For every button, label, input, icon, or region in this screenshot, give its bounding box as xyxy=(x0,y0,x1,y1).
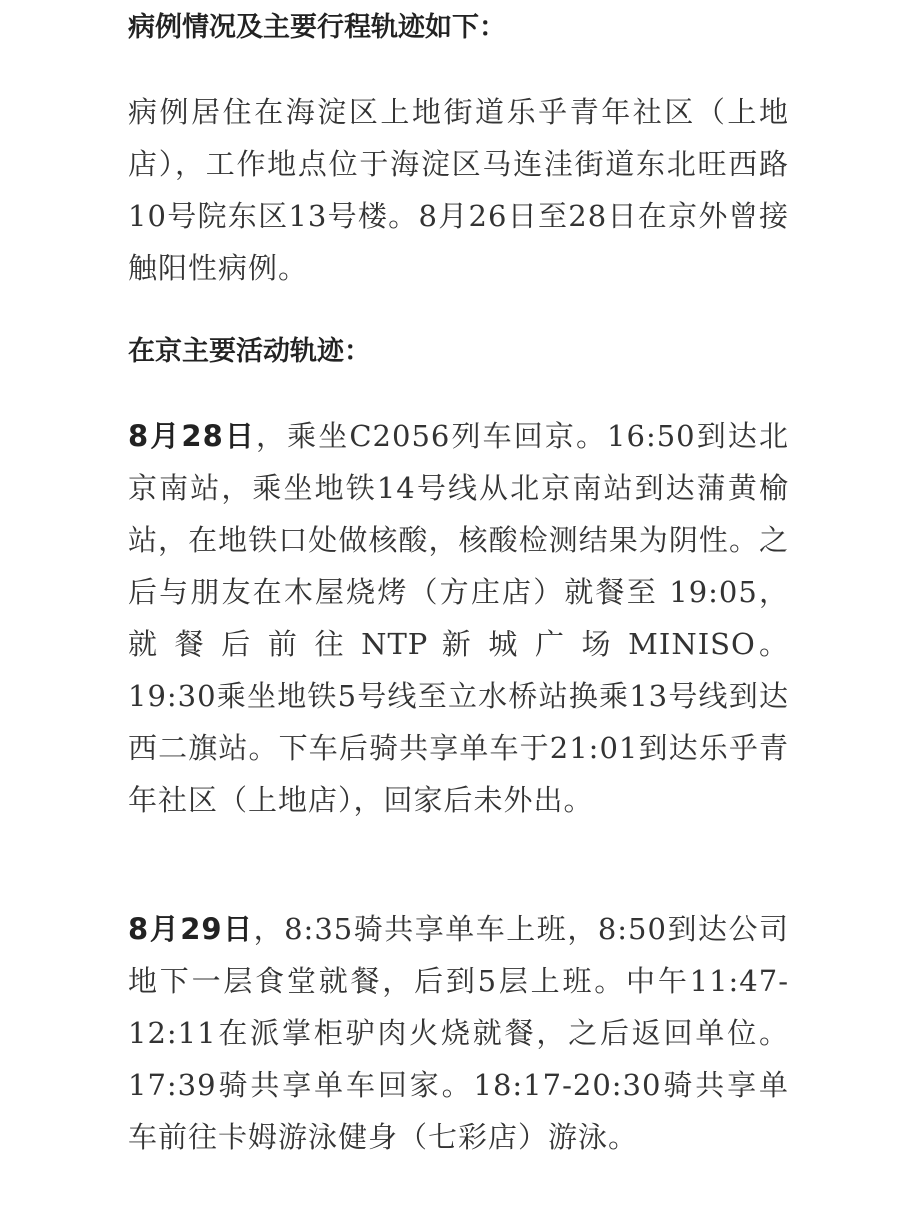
activity-text: ，8:35骑共享单车上班，8:50到达公司地下一层食堂就餐，后到5层上班。中午11:47-12:11在派掌柜驴肉火烧就餐，之后返回单位。17:39骑共享单车回家。18:17-20:30骑共享单车前往卡姆游泳健身（七彩店）游泳。 xyxy=(128,912,789,1154)
section-heading-case-info: 病例情况及主要行程轨迹如下： xyxy=(128,12,506,43)
activity-date: 8月29日 xyxy=(128,912,254,946)
section-heading-beijing-activities: 在京主要活动轨迹： xyxy=(128,336,371,367)
activity-entry-aug29 xyxy=(128,903,789,1163)
activity-text: ，乘坐C2056列车回京。16:50到达北京南站，乘坐地铁14号线从北京南站到达蒲黄榆站，在地铁口处做核酸，核酸检测结果为阴性。之后与朋友在木屋烧烤（方庄店）就餐至 19:05， 就 餐 后 前 往 NTP 新 城 广 场 MINISO。19:30乘坐地铁5号线至立水桥站换乘13号线到达西二旗站。下车后骑共享单车于21:01到达乐乎青年社区（上地店），回家后未外出。 xyxy=(128,419,789,817)
case-info-paragraph: 病例居住在海淀区上地街道乐乎青年社区（上地店），工作地点位于海淀区马连洼街道东北旺西路10号院东区13号楼。8月26日至28日在京外曾接触阳性病例。 xyxy=(128,95,789,285)
activity-entry-aug28 xyxy=(128,410,789,826)
activity-date: 8月28日 xyxy=(128,419,257,453)
